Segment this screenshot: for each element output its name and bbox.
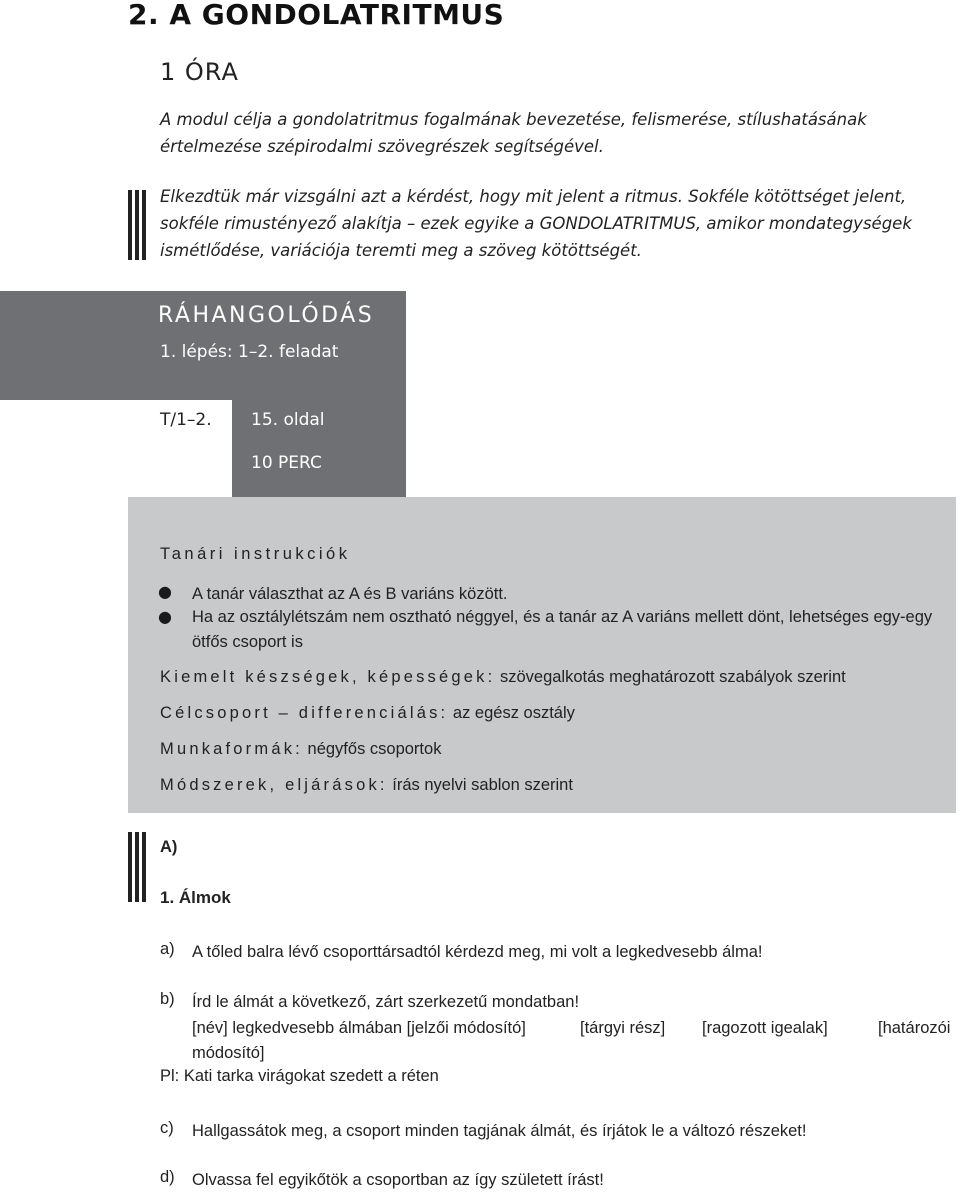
item-d-text: Olvassa fel egyikőtök a csoportban az így született írást! bbox=[192, 1171, 604, 1189]
margin-bars-icon bbox=[128, 190, 146, 260]
methods-value: írás nyelvi sablon szerint bbox=[392, 776, 573, 794]
page-reference: 15. oldal bbox=[251, 410, 325, 430]
item-marker: d) bbox=[160, 1168, 175, 1186]
bullet-icon: ● bbox=[158, 607, 172, 626]
example-sentence: Pl: Kati tarka virágokat szedett a réten bbox=[160, 1067, 439, 1085]
target-value: az egész osztály bbox=[452, 704, 575, 722]
item-marker: a) bbox=[160, 940, 175, 958]
skills-row bbox=[160, 668, 846, 687]
template-part: módosító] bbox=[192, 1044, 265, 1062]
module-goal: A modul célja a gondolatritmus fogalmának bevezetése, felismerése, stílushatásának értelmezése szépirodalmi szövegrészek segítségével. bbox=[160, 110, 867, 156]
item-a-text: A tőled balra lévő csoporttársadtól kérdezd meg, mi volt a legkedvesebb álma! bbox=[192, 943, 763, 961]
template-part: [tárgyi rész] bbox=[580, 1019, 666, 1037]
template-part: [határozói bbox=[878, 1019, 951, 1037]
methods-row bbox=[160, 776, 573, 795]
template-part: [név] legkedvesebb álmában [jelzői módosító] bbox=[192, 1019, 526, 1037]
forms-value: négyfős csoportok bbox=[307, 740, 442, 758]
target-row bbox=[160, 704, 575, 723]
section-title: RÁHANGOLÓDÁS bbox=[158, 303, 375, 328]
section-step: 1. lépés: 1–2. feladat bbox=[160, 342, 339, 362]
forms-row bbox=[160, 740, 441, 759]
time-estimate: 10 PERC bbox=[251, 453, 322, 473]
item-b-text: Írd le álmát a következő, zárt szerkezetű mondatban! bbox=[192, 993, 580, 1011]
variant-label: A) bbox=[160, 838, 178, 856]
skills-value: szövegalkotás meghatározott szabályok szerint bbox=[499, 668, 846, 686]
intro-paragraph: Elkezdtük már vizsgálni azt a kérdést, hogy mit jelent a ritmus. Sokféle kötöttséget jelent, sokféle rimustényező alakítja – ezek egyike a GONDOLATRITMUS, amikor mondategységek ismétlődése, variációja teremti meg a szöveg kötöttségét. bbox=[160, 187, 912, 260]
item-marker: b) bbox=[160, 990, 175, 1008]
exercise-title: 1. Álmok bbox=[160, 888, 231, 907]
methods-label: Módszerek, eljárások: bbox=[160, 776, 388, 794]
forms-label: Munkaformák: bbox=[160, 740, 303, 758]
item-c-text: Hallgassátok meg, a csoport minden tagjának álmát, és írjátok le a változó részeket! bbox=[192, 1122, 807, 1140]
page-title: 2. A GONDOLATRITMUS bbox=[128, 0, 505, 31]
item-marker: c) bbox=[160, 1119, 174, 1137]
lesson-duration: 1 ÓRA bbox=[160, 58, 239, 86]
instruction-bullet: Ha az osztálylétszám nem osztható néggyel, és a tanár az A variáns mellett dönt, lehetséges egy-egy ötfős csoport is bbox=[192, 608, 933, 651]
instructions-heading: Tanári instrukciók bbox=[160, 545, 351, 563]
margin-bars-icon bbox=[128, 832, 146, 902]
instruction-bullet: A tanár választhat az A és B variáns között. bbox=[192, 585, 508, 603]
target-label: Célcsoport – differenciálás: bbox=[160, 704, 449, 722]
task-reference: T/1–2. bbox=[160, 410, 212, 430]
template-part: [ragozott igealak] bbox=[702, 1019, 828, 1037]
skills-label: Kiemelt készségek, képességek: bbox=[160, 668, 496, 686]
bullet-icon: ● bbox=[158, 582, 172, 601]
